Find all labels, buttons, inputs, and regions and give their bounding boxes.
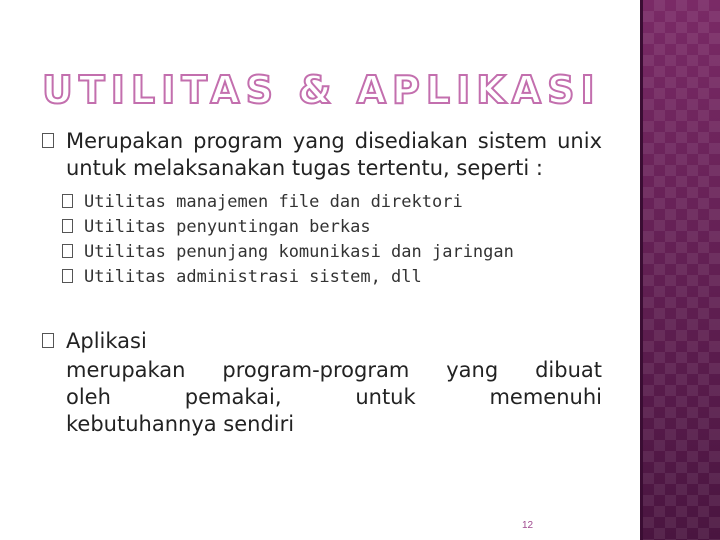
slide-content — [42, 128, 602, 438]
square-bullet-icon — [62, 194, 73, 208]
page-number: 12 — [522, 520, 534, 531]
aplikasi-description — [42, 357, 602, 438]
sub-bullet-item — [62, 190, 602, 215]
sub-bullet-text: Utilitas penyuntingan berkas — [84, 217, 371, 237]
square-bullet-icon — [62, 244, 73, 258]
slide-title: UTILITAS & APLIKASI — [42, 68, 601, 112]
bullet-utilitas — [42, 128, 602, 182]
sub-bullet-text: Utilitas manajemen file dan direktori — [84, 192, 463, 212]
aplikasi-heading: Aplikasi — [66, 329, 147, 353]
square-bullet-icon — [62, 219, 73, 233]
decorative-side-panel — [643, 0, 720, 540]
aplikasi-line: kebutuhannya sendiri — [66, 412, 295, 436]
utilitas-intro-text: Merupakan program yang disediakan sistem unix untuk melaksanakan tugas tertentu, seperti : — [66, 129, 602, 180]
square-bullet-icon — [62, 269, 73, 283]
aplikasi-line: merupakan program-program yang dibuat — [66, 358, 602, 382]
square-bullet-icon — [42, 133, 54, 148]
utilitas-sub-list — [62, 190, 602, 290]
square-bullet-icon — [42, 333, 54, 348]
sub-bullet-text: Utilitas penunjang komunikasi dan jaringan — [84, 242, 514, 262]
sub-bullet-item — [62, 240, 602, 265]
sub-bullet-item — [62, 265, 602, 290]
sub-bullet-item — [62, 215, 602, 240]
sub-bullet-text: Utilitas administrasi sistem, dll — [84, 267, 422, 287]
aplikasi-line: oleh pemakai, untuk memenuhi — [66, 385, 602, 409]
bullet-aplikasi — [42, 328, 602, 355]
